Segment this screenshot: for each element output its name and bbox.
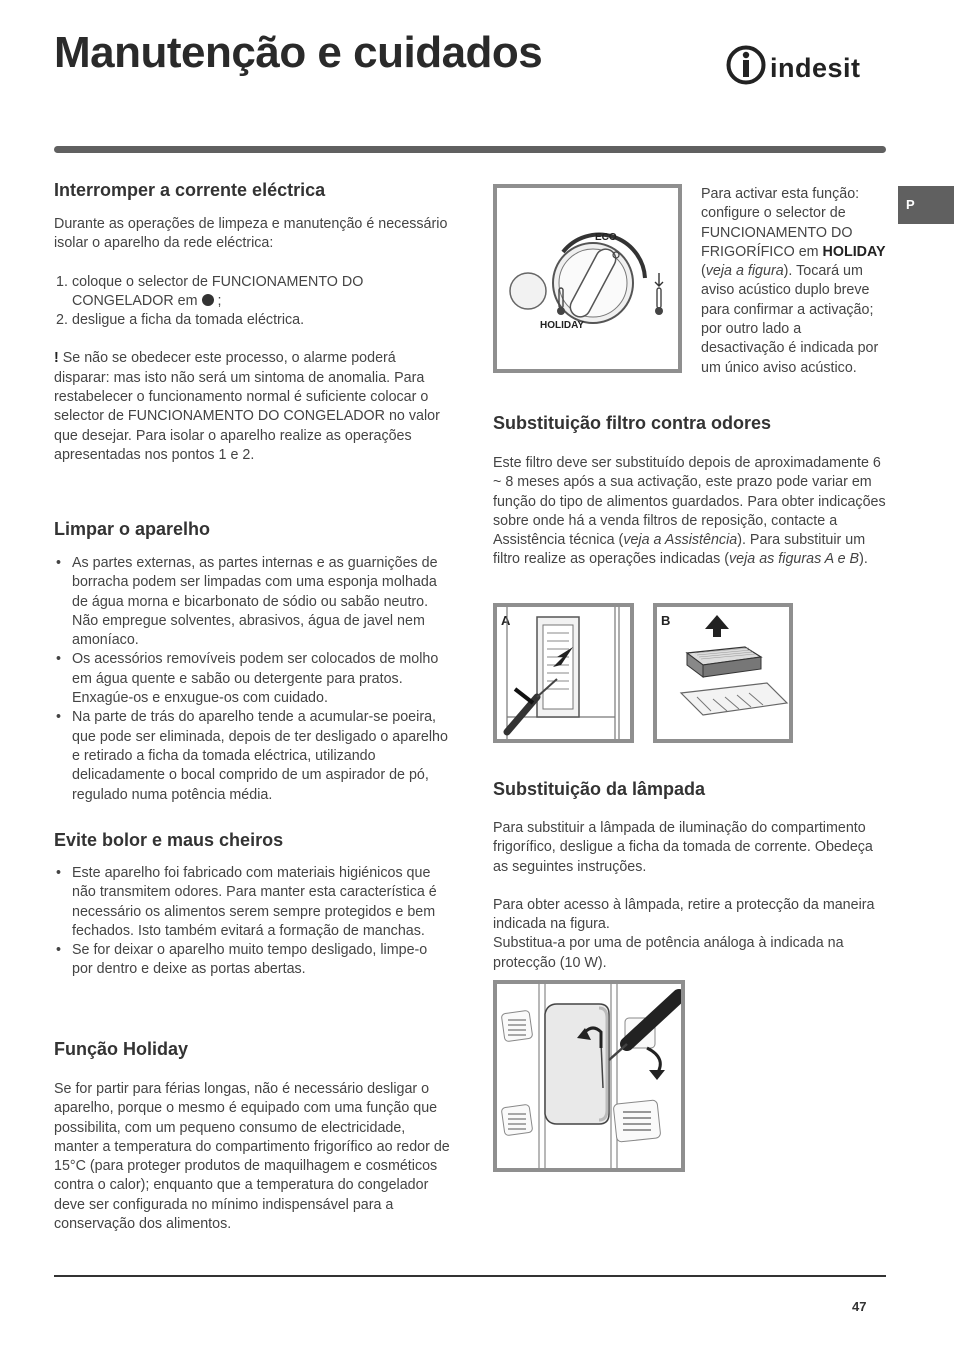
warning-mark: ! <box>54 350 59 367</box>
lamp-figure <box>493 980 685 1172</box>
holiday-label: HOLIDAY <box>540 320 585 331</box>
lamp-section-body <box>493 819 888 973</box>
figure-label-b: B <box>661 613 671 628</box>
section-title-holiday: Função Holiday <box>54 1039 189 1059</box>
filled-dot-icon <box>202 294 214 306</box>
section-title-mould: Evite bolor e maus cheiros <box>54 830 284 850</box>
arrow-down-icon <box>655 273 663 286</box>
filter-figure-b <box>653 603 793 743</box>
power-steps <box>54 273 449 331</box>
list-item: • Os acessórios removíveis podem ser colocados de molho em água quente e sabão ou detergente para pratos. Enxagúe-os e enxugue-os com cuidado. <box>54 650 452 708</box>
cleaning-list <box>54 554 452 805</box>
filter-figure-a <box>493 603 634 743</box>
power-step-2: 2. desligue a ficha da tomada eléctrica. <box>56 312 305 329</box>
list-item: • Este aparelho foi fabricado com materiais higiénicos que não transmitem odores. Para manter esta característica é necessário os alimentos serem sempre protegidos e bem fechados. Isto também evitará a formação de manchas. <box>54 864 449 941</box>
holiday-activation-text: Para activar esta função: configure o selector de FUNCIONAMENTO DO FRIGORÍFICO em HOLIDAY (veja a figura). Tocará um aviso acústico duplo breve para confirmar a activação; por outro lado a desactivação é indicada por um único aviso acústico. <box>701 186 886 376</box>
holiday-keyword: HOLIDAY <box>822 243 886 260</box>
indesit-logo <box>726 44 886 86</box>
logo-wordmark: indesit <box>770 53 861 83</box>
filter-text: Este filtro deve ser substituído depois de aproximadamente 6 ~ 8 meses após a sua activação, este prazo pode variar em função do tipo de alimentos guardados. Para obter indicações sobre onde há a venda filtros de reposição, contacte a Assistência técnica (veja a Assistência). Para substituir um filtro realize as operações indicadas (veja as figuras A e B). <box>493 455 886 568</box>
power-section-body <box>54 215 449 465</box>
figure-label-a: A <box>501 613 511 628</box>
section-title-filter: Substituição filtro contra odores <box>493 413 772 433</box>
footer-rule <box>54 1275 886 1277</box>
power-step-1: 1. coloque o selector de FUNCIONAMENTO DO CONGELADOR em ; <box>56 273 364 309</box>
page-title: Manutenção e cuidados <box>54 28 543 77</box>
list-item: • Na parte de trás do aparelho tende a acumular-se poeira, que pode ser eliminada, depois de ter desligado o aparelho e retirado a ficha da tomada eléctrica, utilizando delicadamente o bocal comprido de um aspirador de pó, regulado numa potência média. <box>54 708 452 804</box>
arrow-icon <box>515 689 533 703</box>
thermometer-icon <box>655 288 663 315</box>
arrow-up-icon <box>705 615 729 637</box>
power-intro: Durante as operações de limpeza e manutenção é necessário isolar o aparelho da rede eléctrica: <box>54 216 448 252</box>
holiday-text: Se for partir para férias longas, não é necessário desligar o aparelho, porque o mesmo é equipado com uma função que possibilita, com um pequeno consumo de electricidade, manter a temperatura do compartimento frigorífico ao redor de 15°C (para proteger produtos de maquilhagem e cosméticos contra o calor); enquanto que a temperatura do congelador deve ser configurada no mínimo indispensável para a conservação dos alimentos. <box>54 1081 450 1233</box>
list-item: • As partes externas, as partes internas e as guarnições de borracha podem ser limpadas com uma esponja molhada de água morna e bicarbonato de sódio ou sabão neutro. Não empregue solventes, abrasivos, água de javel nem amoníaco. <box>54 554 452 650</box>
lamp-paragraph: Para substituir a lâmpada de iluminação do compartimento frigorífico, desligue a ficha da tomada de corrente. Obedeça as seguintes instruções. <box>493 820 873 875</box>
section-title-cleaning: Limpar o aparelho <box>54 519 211 539</box>
list-item: • Se for deixar o aparelho muito tempo desligado, limpe-o por dentro e deixe as portas abertas. <box>54 941 449 980</box>
eco-label: ECO <box>595 232 617 243</box>
language-tab: P <box>898 186 954 224</box>
section-title-lamp: Substituição da lâmpada <box>493 779 706 799</box>
header-rule <box>54 146 886 153</box>
lamp-paragraph: Substitua-a por uma de potência análoga à indicada na protecção (10 W). <box>493 935 844 971</box>
power-warning: ! Se não se obedecer este processo, o alarme poderá disparar: mas isto não será um sintoma de anomalia. Para restabelecer o funcionamento normal é suficiente colocar o selector de FUNCIONAMENTO DO CONGELADOR no valor que desejar. Para isolar o aparelho realize as operações apresentadas nos pontos 1 e 2. <box>54 350 440 463</box>
section-title-power: Interromper a corrente eléctrica <box>54 180 326 200</box>
lamp-paragraph: Para obter acesso à lâmpada, retire a protecção da maneira indicada na figura. <box>493 896 875 933</box>
mould-list <box>54 864 449 980</box>
holiday-dial-figure <box>493 184 682 373</box>
page-number: 47 <box>852 1299 867 1314</box>
